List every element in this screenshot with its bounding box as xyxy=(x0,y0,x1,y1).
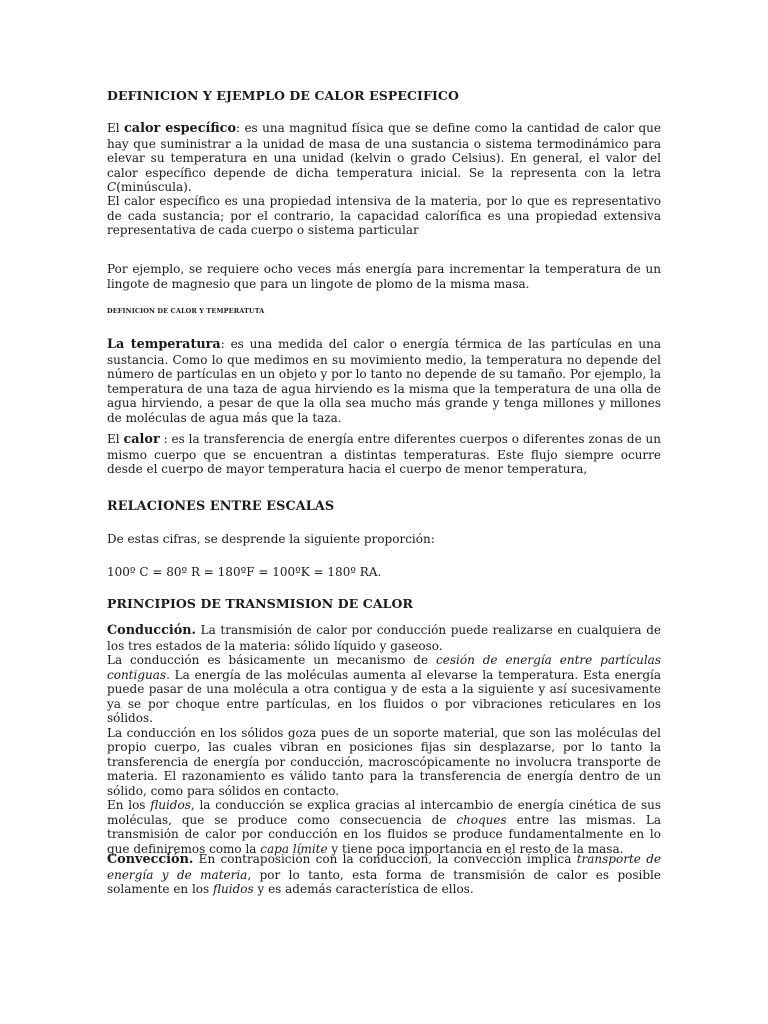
emphasis: fluidos xyxy=(150,798,191,812)
emphasis: cesión de energía entre partículas contiguas xyxy=(107,653,661,682)
text: La conducción es básicamente un mecanismo de xyxy=(107,653,437,667)
term-calor-especifico: calor específico xyxy=(124,121,236,136)
page-title: DEFINICION Y EJEMPLO DE CALOR ESPECIFICO xyxy=(107,88,459,103)
text: En los xyxy=(107,798,151,812)
conduccion-solidos: La conducción en los sólidos goza pues de un soporte material, que son las moléculas del propio cuerpo, las cuales vibran en posiciones fijas sin desplazarse, por lo tanto la transferencia de energía por conducción, macroscópicamente no involucra transporte de materia. El razonamiento es válido tanto para la transferencia de energía dentro de un sólido, como para sólidos en contacto. xyxy=(107,725,661,798)
paragraph-ejemplo: Por ejemplo, se requiere ocho veces más energía para incrementar la temperatura de un lingote de magnesio que para un lingote de plomo de la misma masa. xyxy=(107,262,661,291)
text: (minúscula). xyxy=(116,180,192,194)
paragraph-calor-especifico xyxy=(107,121,661,195)
paragraph-propiedad-intensiva: El calor específico es una propiedad intensiva de la materia, por lo que es representativo de cada sustancia; por el contrario, la capacidad calorífica es una propiedad extensiva representativa de cada cuerpo o sistema particular xyxy=(107,194,661,237)
emphasis: capa límite xyxy=(260,841,328,856)
small-heading: DEFINICION DE CALOR Y TEMPERATUTA xyxy=(107,307,265,315)
paragraph-proporcion: De estas cifras, se desprende la siguiente proporción: xyxy=(107,532,435,546)
text: El xyxy=(107,432,124,446)
conduccion-intro xyxy=(107,623,661,653)
text: . La energía de las moléculas aumenta al elevarse la temperatura. Esta energía puede pasar de una molécula a otra contigua y de esta a la siguiente y así sucesivamente ya se por choque entre partículas, en los fluidos o por vibraciones reticulares en los sólidos. xyxy=(107,667,661,725)
emphasis: fluidos xyxy=(213,882,254,896)
text: : es una magnitud física que se define como la cantidad de calor que hay que suministrar a la unidad de masa de una sustancia o sistema termodinámico para elevar su temperatura en una unidad (kelvin o grado Celsius). En general, el valor del calor específico depende de dicha temperatura inicial. Se la representa con la letra xyxy=(107,121,661,180)
text: : es la transferencia de energía entre diferentes cuerpos o diferentes zonas de un mismo cuerpo que se encuentran a distintas temperaturas. Este flujo siempre ocurre desde el cuerpo de mayor temperatura hacia el cuerpo de menor temperatura, xyxy=(107,432,661,476)
text: El xyxy=(107,121,124,135)
text: , por lo tanto, esta forma de transmisión de calor es posible solamente en los xyxy=(107,867,661,896)
letter-c: C xyxy=(107,180,117,194)
heading-relaciones: RELACIONES ENTRE ESCALAS xyxy=(107,499,335,514)
scale-equation: 100º C = 80º R = 180ºF = 100ºK = 180º RA. xyxy=(107,565,382,579)
term-temperatura: La temperatura xyxy=(107,337,221,352)
term-conveccion: Convección. xyxy=(107,852,194,867)
emphasis: transporte de energía y de materia xyxy=(107,852,661,882)
paragraph-calor xyxy=(107,432,661,477)
conduccion-mecanismo xyxy=(107,653,661,726)
paragraph-temperatura xyxy=(107,337,661,425)
term-conduccion: Conducción. xyxy=(107,623,197,638)
text: : es una medida del calor o energía térmica de las partículas en una sustancia. Como lo que medimos en su movimiento medio, la temperatura no depende del número de partículas en un objeto y por lo tanto no depende de su tamaño. Por ejemplo, la temperatura de una taza de agua hirviendo es la misma que la temperatura de una olla de agua hirviendo, a pesar de que la olla sea mucho más grande y tenga millones y millones de moléculas de agua más que la taza. xyxy=(107,337,661,425)
text: En contraposición con la conducción, la convección implica xyxy=(193,852,577,866)
section-conduccion xyxy=(107,623,661,856)
text: entre las mismas. La transmisión de calor por conducción en los fluidos se produce fundamentalmente en lo que definiremos como la xyxy=(107,812,662,856)
text: , la conducción se explica gracias al intercambio de energía cinética de sus moléculas, que se produce como consecuencia de xyxy=(107,798,662,827)
conduccion-fluidos xyxy=(107,798,661,856)
text: y tiene poca importancia en el resto de la masa. xyxy=(327,841,624,856)
heading-principios: PRINCIPIOS DE TRANSMISION DE CALOR xyxy=(107,596,413,611)
emphasis: choques xyxy=(456,812,507,827)
paragraph-conveccion xyxy=(107,852,661,897)
text: La transmisión de calor por conducción puede realizarse en cualquiera de los tres estados de la materia: sólido líquido y gaseoso. xyxy=(107,623,661,653)
text: y es además característica de ellos. xyxy=(253,882,474,896)
term-calor: calor xyxy=(123,432,160,447)
